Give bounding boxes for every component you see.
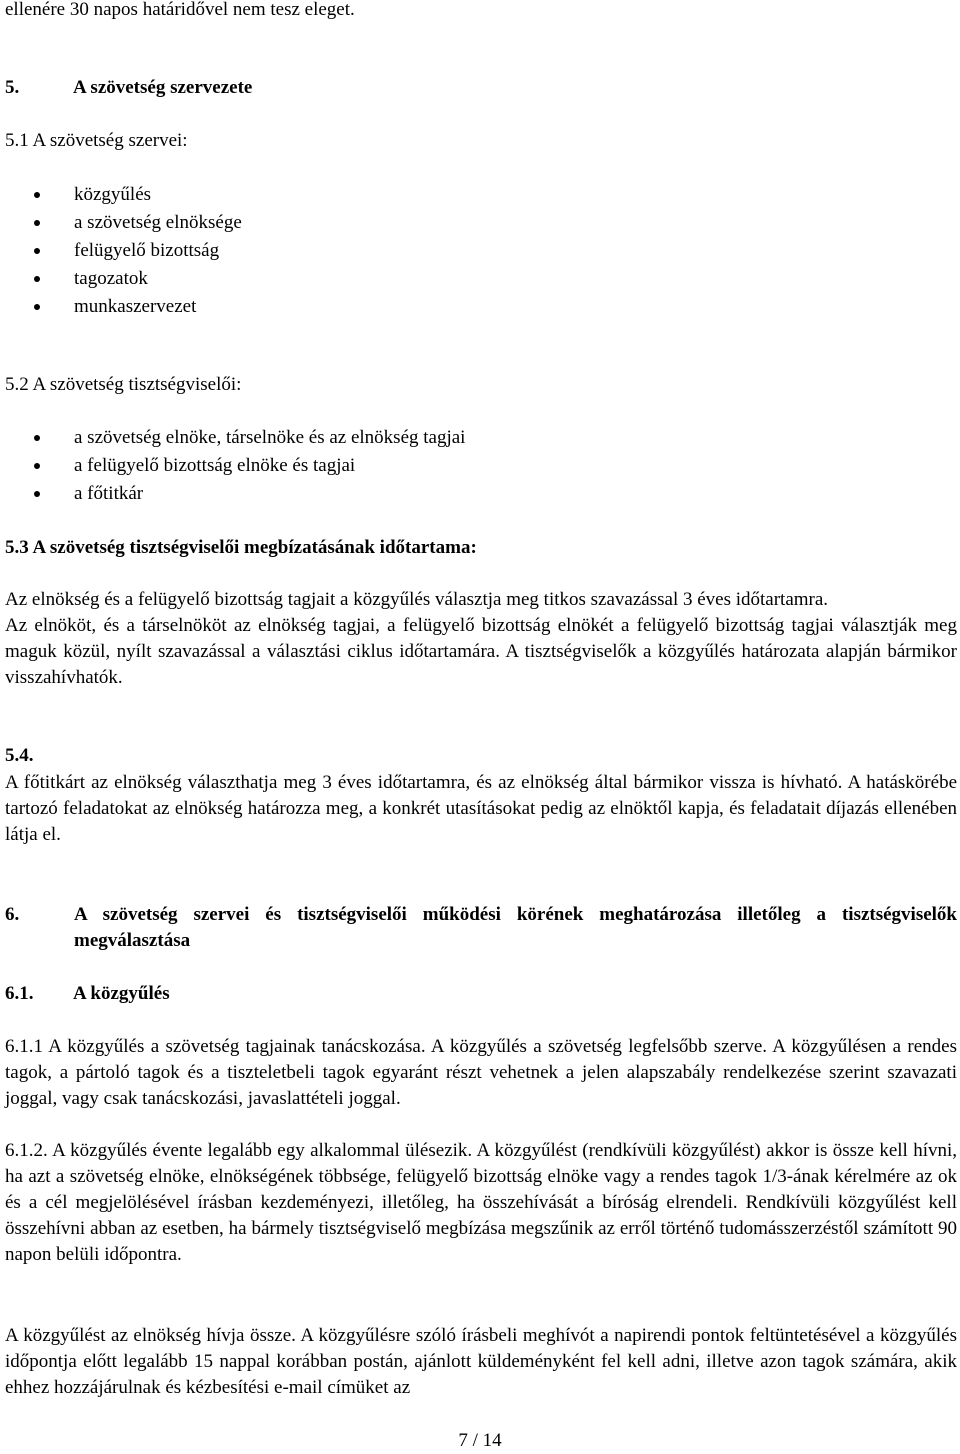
section-6-1-number: 6.1. xyxy=(5,983,34,1004)
bullet-icon xyxy=(34,248,40,254)
section-5-number: 5. xyxy=(5,77,20,98)
intro-line: ellenére 30 napos határidővel nem tesz eleget. xyxy=(5,0,355,20)
list-item: a szövetség elnöksége xyxy=(0,210,960,238)
paragraph-6-1-1: 6.1.1 A közgyűlés a szövetség tagjainak tanácskozása. A közgyűlés a szövetség legfelsőbb szerve. A közgyűlésen a rendes tagok, a pártoló tagok és a tiszteletbeli tagok egyaránt részt vehetnek a jelen alapszabály rendelkezése szerint szavazati joggal, vagy csak tanácskozási, javaslattételi joggal. xyxy=(5,1036,957,1109)
section-5-4-heading: 5.4. xyxy=(5,745,34,766)
section-5-heading xyxy=(5,75,957,101)
list-item: a felügyelő bizottság elnöke és tagjai xyxy=(0,453,960,481)
section-5-3-paragraph-1: Az elnökség és a felügyelő bizottság tagjait a közgyűlés választja meg titkos szavazással 3 éves időtartamra. xyxy=(5,589,829,610)
section-5-title: A szövetség szervezete xyxy=(73,77,253,98)
section-6-heading xyxy=(5,902,957,954)
list-item: a főtitkár xyxy=(0,481,960,509)
officials-list xyxy=(0,425,960,509)
list-item: munkaszervezet xyxy=(0,294,960,322)
section-6-1-heading xyxy=(5,981,957,1007)
section-6-number: 6. xyxy=(5,904,20,925)
paragraph-6-1-2: 6.1.2. A közgyűlés évente legalább egy alkalommal ülésezik. A közgyűlést (rendkívüli közgyűlést) akkor is össze kell hívni, ha azt a szövetség elnöke, elnökségének többsége, felügyelő bizottság elnöke vagy a rendes tagok 1/3-ának kérelmére az ok és a cél megjelölésével írásban kezdeményezi, illetőleg, ha összehívását a bíróság elrendeli. Rendkívüli közgyűlést kell összehívni abban az esetben, ha bármely tisztségviselő megbízása megszűnik az erről történő tudomásszerzéstől számított 90 napon belüli időpontra. xyxy=(5,1140,957,1265)
section-5-3-paragraph-2: Az elnököt, és a társelnököt az elnökség tagjai, a felügyelő bizottság elnökét a felügyelő bizottság tagjai választják meg maguk közül, nyílt szavazással a választási ciklus időtartamára. A tisztségviselők a közgyűlés határozata alapján bármikor visszahívhatók. xyxy=(5,615,957,688)
list-item: közgyűlés xyxy=(0,182,960,210)
bullet-icon xyxy=(34,435,40,441)
section-6-title: A szövetség szervei és tisztségviselői működési körének meghatározása illetőleg a tisztségviselők megválasztása xyxy=(74,904,957,951)
page-number: 7 / 14 xyxy=(458,1430,502,1451)
paragraph-convening: A közgyűlést az elnökség hívja össze. A közgyűlésre szóló írásbeli meghívót a napirendi pontok feltüntetésével a közgyűlés időpontja előtt legalább 15 nappal korábban postán, ajánlott küldeményként fel kell adni, illetve azon tagok számára, akik ehhez hozzájárulnak és kézbesítési e-mail címüket az xyxy=(5,1325,957,1398)
bullet-icon xyxy=(34,192,40,198)
section-5-4-paragraph: A főtitkárt az elnökség választhatja meg 3 éves időtartamra, és az elnökség által bármikor vissza is hívható. A hatáskörébe tartozó feladatokat az elnökség határozza meg, a konkrét utasításokat pedig az elnöktől kapja, és feladatait díjazás ellenében látja el. xyxy=(5,772,957,845)
section-5-3-heading: 5.3 A szövetség tisztségviselői megbízatásának időtartama: xyxy=(5,537,477,558)
list-item: a szövetség elnöke, társelnöke és az elnökség tagjai xyxy=(0,425,960,453)
bullet-icon xyxy=(34,463,40,469)
list-item: felügyelő bizottság xyxy=(0,238,960,266)
bullet-icon xyxy=(34,304,40,310)
bullet-icon xyxy=(34,276,40,282)
list-item: tagozatok xyxy=(0,266,960,294)
bullet-icon xyxy=(34,491,40,497)
section-5-2-heading: 5.2 A szövetség tisztségviselői: xyxy=(5,374,242,395)
organs-list xyxy=(0,182,960,322)
bullet-icon xyxy=(34,220,40,226)
section-6-1-title: A közgyűlés xyxy=(73,983,170,1004)
section-5-1-heading: 5.1 A szövetség szervei: xyxy=(5,130,188,151)
